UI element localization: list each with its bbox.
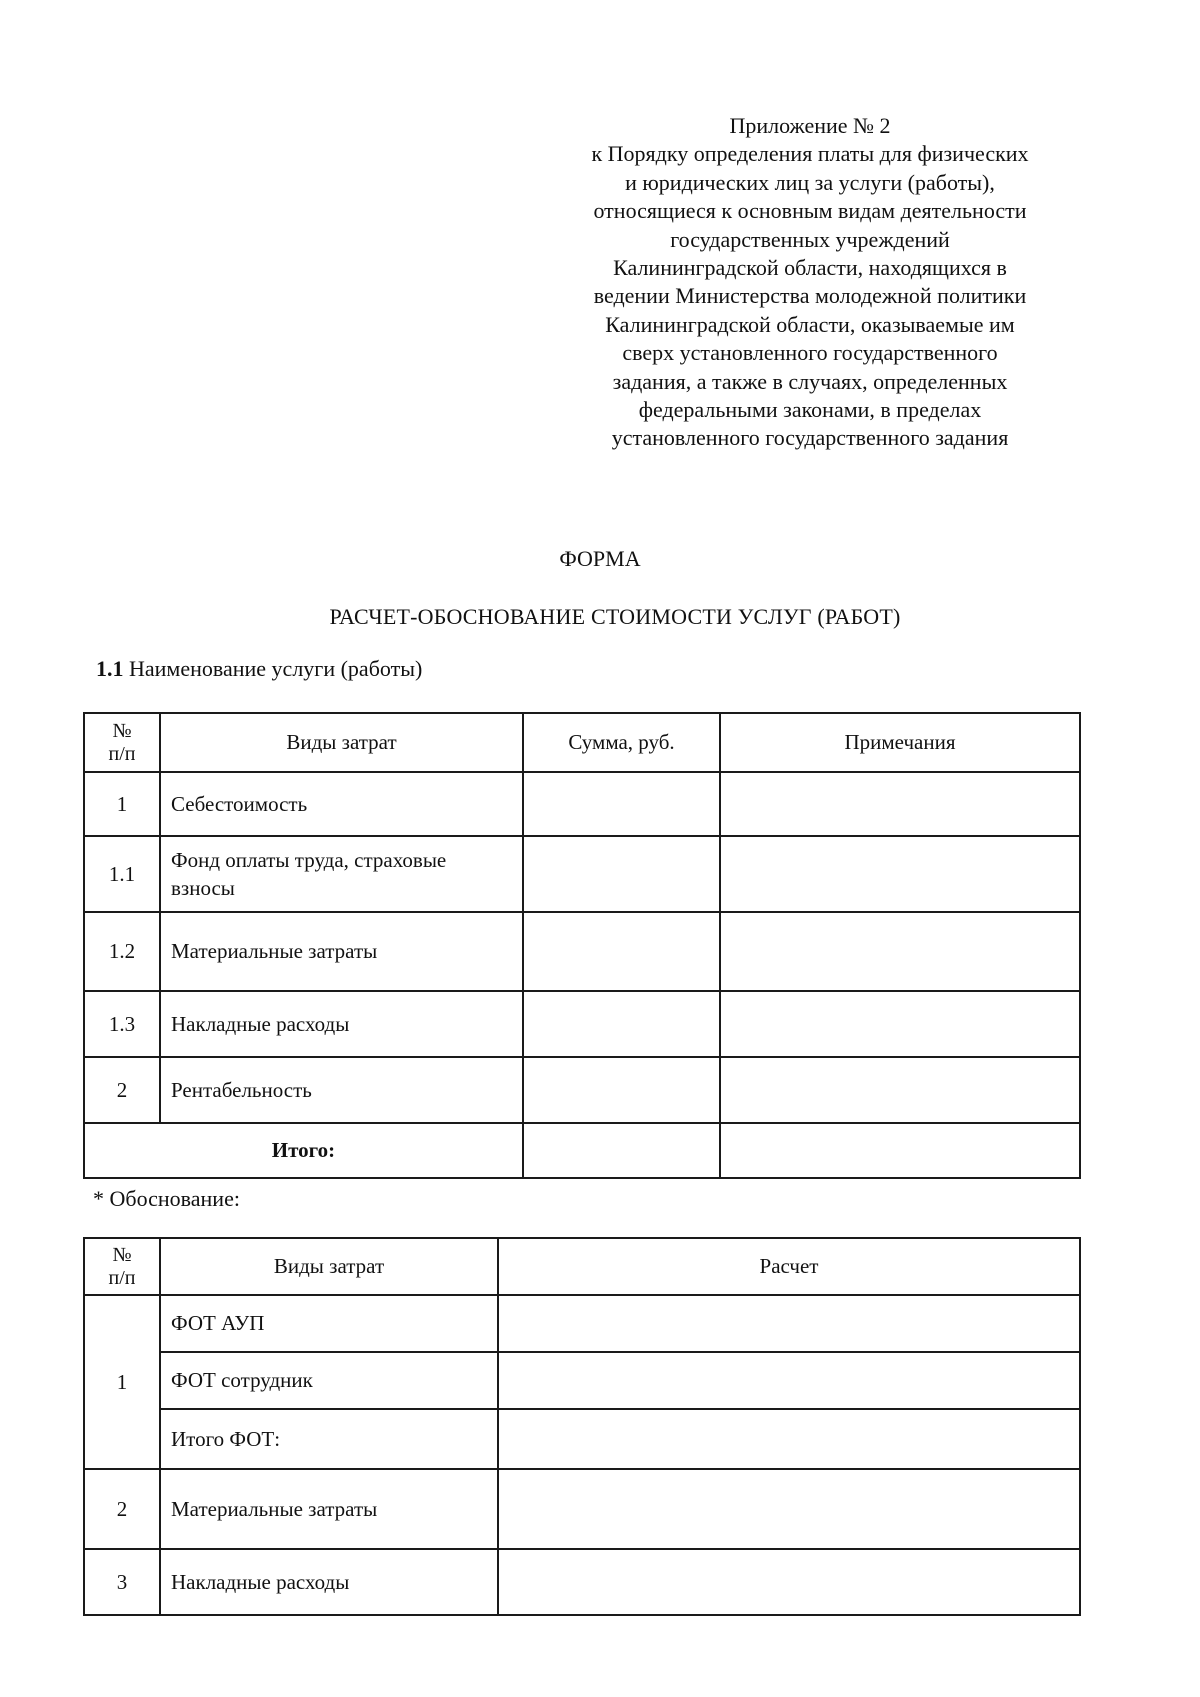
appendix-line: федеральными законами, в пределах xyxy=(638,397,982,423)
table-row xyxy=(84,836,1080,912)
service-number: 1.1 xyxy=(96,656,124,681)
row-num: 1 xyxy=(84,772,160,836)
justification-table xyxy=(83,1237,1081,1616)
row-label: Накладные расходы xyxy=(160,1549,498,1615)
sum-cell[interactable] xyxy=(523,1057,720,1123)
row-num: 3 xyxy=(84,1549,160,1615)
col-header-type: Виды затрат xyxy=(160,713,523,772)
table-row xyxy=(84,991,1080,1057)
sum-cell[interactable] xyxy=(523,836,720,912)
appendix-line: и юридических лиц за услуги (работы), xyxy=(625,169,995,195)
row-label: Материальные затраты xyxy=(160,912,523,991)
total-notes-cell[interactable] xyxy=(720,1123,1080,1178)
row-label: Фонд оплаты труда, страховые взносы xyxy=(160,836,523,912)
row-num: 2 xyxy=(84,1057,160,1123)
total-sum-cell[interactable] xyxy=(523,1123,720,1178)
row-label: Материальные затраты xyxy=(160,1469,498,1549)
row-label: Итого ФОТ: xyxy=(160,1409,498,1469)
appendix-header xyxy=(560,112,1060,453)
notes-cell[interactable] xyxy=(720,991,1080,1057)
col-header-notes: Примечания xyxy=(720,713,1080,772)
col-header-num: № п/п xyxy=(84,1238,160,1295)
col-header-calc: Расчет xyxy=(498,1238,1080,1295)
cost-table xyxy=(83,712,1081,1179)
total-row xyxy=(84,1123,1080,1178)
row-label: Рентабельность xyxy=(160,1057,523,1123)
row-num: 2 xyxy=(84,1469,160,1549)
row-num: 1 xyxy=(84,1295,160,1469)
row-num: 1.2 xyxy=(84,912,160,991)
total-label: Итого: xyxy=(84,1123,523,1178)
col-header-num: № п/п xyxy=(84,713,160,772)
appendix-line: ведении Министерства молодежной политики xyxy=(593,283,1027,309)
col-header-sum: Сумма, руб. xyxy=(523,713,720,772)
table-row xyxy=(84,1295,1080,1352)
notes-cell[interactable] xyxy=(720,912,1080,991)
table-row xyxy=(84,1057,1080,1123)
sum-cell[interactable] xyxy=(523,772,720,836)
calc-title: РАСЧЕТ-ОБОСНОВАНИЕ СТОИМОСТИ УСЛУГ (РАБОТ) xyxy=(329,604,901,629)
table-row xyxy=(84,912,1080,991)
service-name-line xyxy=(96,656,422,682)
appendix-line: задания, а также в случаях, определенных xyxy=(612,368,1008,394)
appendix-line: Калининградской области, оказываемые им xyxy=(605,311,1015,337)
appendix-line: Калининградской области, находящихся в xyxy=(613,255,1007,281)
table-row xyxy=(84,1352,1080,1409)
row-label: Себестоимость xyxy=(160,772,523,836)
notes-cell[interactable] xyxy=(720,836,1080,912)
appendix-line: к Порядку определения платы для физических xyxy=(591,141,1029,167)
notes-cell[interactable] xyxy=(720,772,1080,836)
row-label: ФОТ АУП xyxy=(160,1295,498,1352)
sum-cell[interactable] xyxy=(523,912,720,991)
appendix-line: Приложение № 2 xyxy=(729,113,891,138)
row-label: Накладные расходы xyxy=(160,991,523,1057)
justification-label: * Обоснование: xyxy=(93,1186,240,1211)
notes-cell[interactable] xyxy=(720,1057,1080,1123)
row-label: ФОТ сотрудник xyxy=(160,1352,498,1409)
appendix-line: сверх установленного государственного xyxy=(622,340,998,366)
calc-cell[interactable] xyxy=(498,1295,1080,1352)
appendix-line: установленного государственного задания xyxy=(611,425,1009,451)
table-header-row xyxy=(84,713,1080,772)
form-label: ФОРМА xyxy=(559,546,641,571)
calc-cell[interactable] xyxy=(498,1549,1080,1615)
table-row xyxy=(84,772,1080,836)
row-num: 1.3 xyxy=(84,991,160,1057)
table-row xyxy=(84,1549,1080,1615)
appendix-line: относящиеся к основным видам деятельности xyxy=(593,198,1027,224)
calc-cell[interactable] xyxy=(498,1352,1080,1409)
calc-cell[interactable] xyxy=(498,1469,1080,1549)
table-row xyxy=(84,1409,1080,1469)
appendix-line: государственных учреждений xyxy=(670,226,950,252)
calc-cell[interactable] xyxy=(498,1409,1080,1469)
service-label: Наименование услуги (работы) xyxy=(129,656,423,681)
row-num: 1.1 xyxy=(84,836,160,912)
col-header-type: Виды затрат xyxy=(160,1238,498,1295)
sum-cell[interactable] xyxy=(523,991,720,1057)
table-header-row xyxy=(84,1238,1080,1295)
table-row xyxy=(84,1469,1080,1549)
